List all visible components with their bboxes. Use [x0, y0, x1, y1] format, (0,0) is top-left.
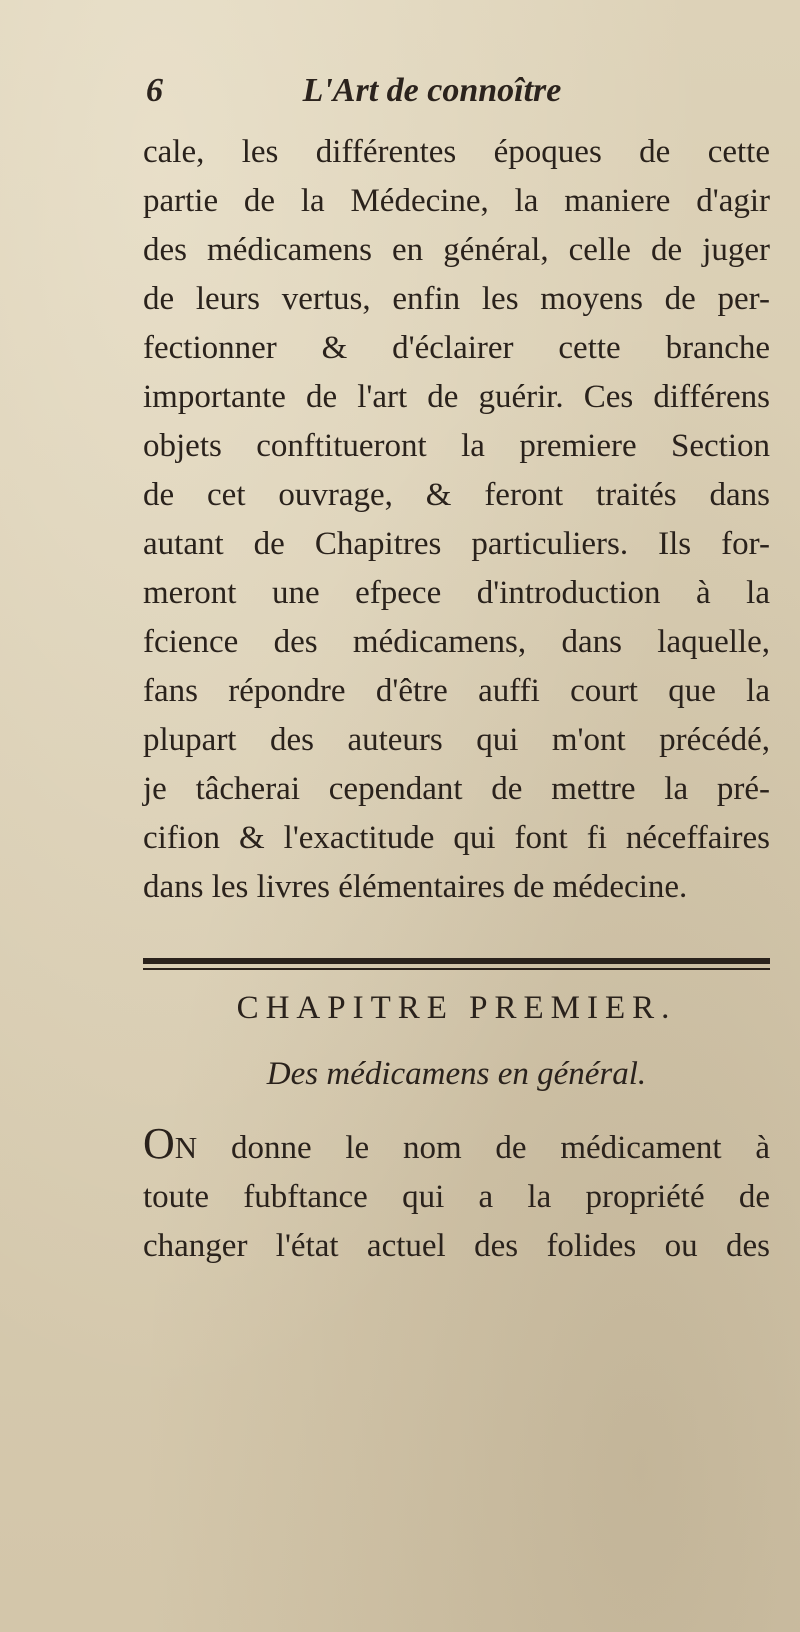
text-line: fans répondre d'être auffi court que la [143, 673, 770, 709]
text-line: objets conftitueront la premiere Section [143, 428, 770, 464]
text-line: plupart des auteurs qui m'ont précédé, [143, 722, 770, 758]
text-line: fectionner & d'éclairer cette branche [143, 330, 770, 366]
text-line: changer l'état actuel des folides ou des [143, 1228, 770, 1264]
text-line: cale, les différentes époques de cette [143, 134, 770, 170]
running-title: L'Art de connoître [302, 72, 562, 109]
text-line: autant de Chapitres particuliers. Ils for- [143, 526, 770, 562]
text-line: cifion & l'exactitude qui font fi néceffaires [143, 820, 770, 856]
first-line-text: donne le nom de médicament à [197, 1130, 770, 1166]
text-line: de leurs vertus, enfin les moyens de per- [143, 281, 770, 317]
page-header [0, 72, 800, 112]
text-line: meront une efpece d'introduction à la [143, 575, 770, 611]
paragraph-2 [143, 1119, 770, 1271]
chapter-subtitle: Des médicamens en général. [266, 1056, 647, 1092]
text-line-first [143, 1119, 770, 1173]
text-line: importante de l'art de guérir. Ces différens [143, 379, 770, 415]
text-line: partie de la Médecine, la maniere d'agir [143, 183, 770, 219]
drop-cap: O [143, 1119, 175, 1168]
paragraph-1 [143, 128, 770, 912]
text-line: des médicamens en général, celle de juger [143, 232, 770, 268]
text-line: fcience des médicamens, dans laquelle, [143, 624, 770, 660]
small-cap: N [174, 1130, 198, 1165]
text-line: de cet ouvrage, & feront traités dans [143, 477, 770, 513]
chapter-title: CHAPITRE PREMIER. [236, 990, 677, 1026]
page-number: 6 [146, 72, 163, 109]
chapter-rule-thin [143, 968, 770, 970]
chapter-rule-thick [143, 958, 770, 964]
text-line: toute fubftance qui a la propriété de [143, 1179, 770, 1215]
text-line: dans les livres élémentaires de médecine. [143, 869, 688, 905]
text-line: je tâcherai cependant de mettre la pré- [143, 771, 770, 807]
